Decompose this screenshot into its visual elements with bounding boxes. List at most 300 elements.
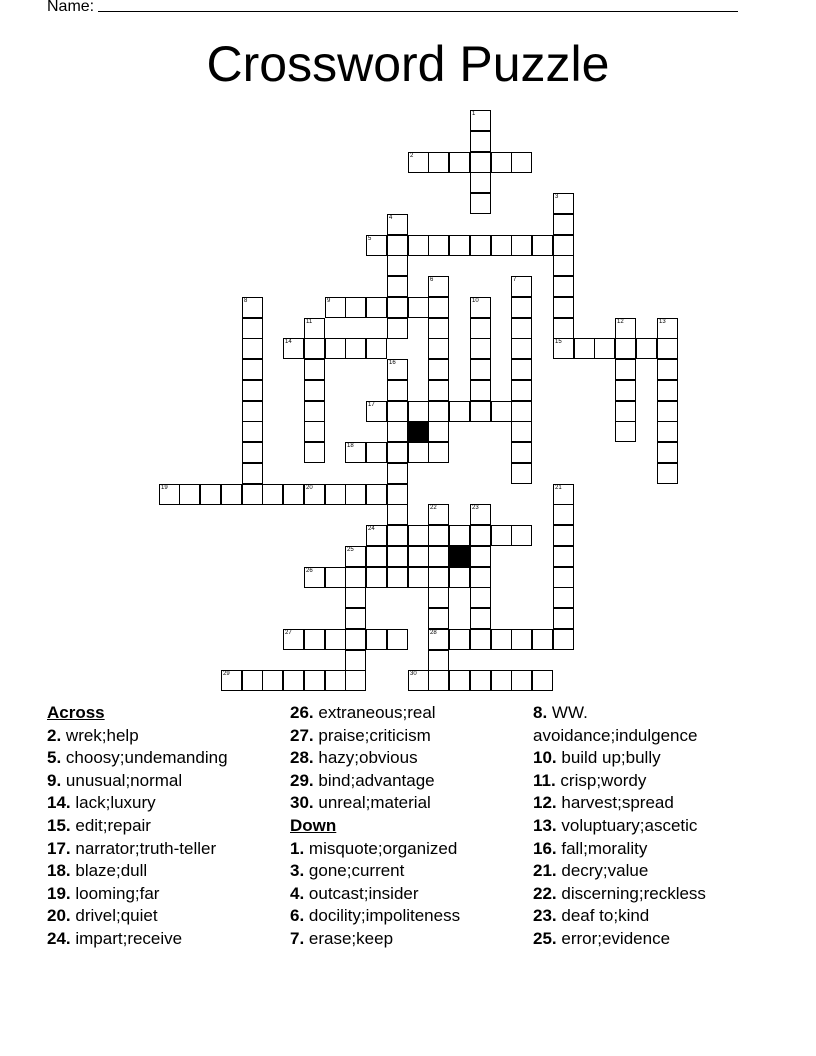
grid-cell[interactable]	[408, 567, 429, 588]
grid-cell[interactable]	[408, 152, 429, 173]
grid-cell[interactable]	[428, 276, 449, 297]
grid-cell[interactable]	[304, 484, 325, 505]
grid-cell[interactable]	[242, 463, 263, 484]
grid-cell[interactable]	[511, 276, 532, 297]
name-label: Name:	[47, 0, 95, 15]
clue-number: 5.	[47, 748, 62, 768]
clue-text: harvest;spread	[556, 793, 674, 813]
cell-number: 9	[327, 298, 331, 304]
grid-cell[interactable]	[657, 359, 678, 380]
grid-cell[interactable]	[470, 338, 491, 359]
cell-number: 23	[472, 505, 479, 511]
cell-number: 11	[306, 319, 313, 325]
grid-cell[interactable]	[553, 525, 574, 546]
grid-cell[interactable]	[449, 629, 470, 650]
grid-cell[interactable]	[366, 442, 387, 463]
grid-cell[interactable]	[428, 546, 449, 567]
grid-cell[interactable]	[366, 401, 387, 422]
grid-cell[interactable]	[428, 318, 449, 339]
grid-cell[interactable]	[470, 546, 491, 567]
grid-cell[interactable]	[283, 484, 304, 505]
grid-cell[interactable]	[387, 525, 408, 546]
grid-cell[interactable]	[449, 235, 470, 256]
clue	[290, 883, 460, 906]
clue-column-1	[47, 702, 228, 951]
clue	[290, 702, 460, 725]
grid-cell[interactable]	[387, 318, 408, 339]
grid-cell[interactable]	[428, 297, 449, 318]
clue-number: 26.	[290, 703, 314, 722]
grid-cell[interactable]	[325, 338, 346, 359]
grid-cell[interactable]	[408, 670, 429, 691]
grid-cell[interactable]	[553, 608, 574, 629]
grid-cell[interactable]	[221, 484, 242, 505]
page-title: Crossword Puzzle	[206, 36, 610, 92]
grid-cell[interactable]	[366, 484, 387, 505]
grid-cell[interactable]	[159, 484, 180, 505]
grid-cell[interactable]	[657, 338, 678, 359]
cell-number: 20	[306, 485, 313, 491]
clue-text: blaze;dull	[70, 861, 148, 881]
cell-number: 7	[513, 277, 517, 283]
grid-cell[interactable]	[428, 152, 449, 173]
clue	[47, 815, 228, 838]
grid-cell[interactable]	[491, 525, 512, 546]
clue-number: 6.	[290, 906, 305, 926]
clue	[290, 928, 460, 951]
grid-cell[interactable]	[242, 421, 263, 442]
clue-text: wrek;help	[61, 725, 139, 745]
grid-cell[interactable]	[470, 193, 491, 214]
clue-number: 27.	[290, 725, 314, 745]
grid-cell[interactable]	[345, 297, 366, 318]
grid-cell[interactable]	[408, 235, 429, 256]
blocked-cell	[449, 546, 470, 567]
grid-cell[interactable]	[615, 401, 636, 422]
grid-cell[interactable]	[262, 484, 283, 505]
grid-cell[interactable]	[470, 110, 491, 131]
grid-cell[interactable]	[511, 338, 532, 359]
cell-number: 19	[161, 485, 168, 491]
clue	[47, 860, 228, 883]
grid-cell[interactable]	[449, 152, 470, 173]
clue	[533, 702, 733, 747]
grid-cell[interactable]	[325, 484, 346, 505]
grid-cell[interactable]	[532, 670, 553, 691]
grid-cell[interactable]	[615, 318, 636, 339]
grid-cell[interactable]	[428, 442, 449, 463]
clue	[290, 747, 460, 770]
clue	[290, 792, 460, 815]
cell-number: 28	[430, 630, 437, 636]
grid-cell[interactable]	[470, 608, 491, 629]
grid-cell[interactable]	[304, 318, 325, 339]
clue	[47, 905, 228, 928]
grid-cell[interactable]	[283, 670, 304, 691]
grid-cell[interactable]	[242, 442, 263, 463]
grid-cell[interactable]	[657, 463, 678, 484]
grid-cell[interactable]	[470, 359, 491, 380]
clue-text: unreal;material	[313, 793, 431, 813]
clue	[533, 838, 733, 861]
grid-cell[interactable]	[657, 421, 678, 442]
grid-cell[interactable]	[511, 670, 532, 691]
grid-cell[interactable]	[657, 318, 678, 339]
grid-cell[interactable]	[366, 546, 387, 567]
clue	[47, 770, 228, 793]
grid-cell[interactable]	[387, 297, 408, 318]
grid-cell[interactable]	[511, 463, 532, 484]
grid-cell[interactable]	[387, 359, 408, 380]
grid-cell[interactable]	[594, 338, 615, 359]
cell-number: 18	[347, 443, 354, 449]
grid-cell[interactable]	[553, 484, 574, 505]
clue-number: 29.	[290, 770, 314, 790]
grid-cell[interactable]	[428, 650, 449, 671]
grid-cell[interactable]	[428, 380, 449, 401]
grid-cell[interactable]	[366, 525, 387, 546]
grid-cell[interactable]	[179, 484, 200, 505]
clue-text: WW. avoidance;indulgence	[533, 703, 698, 745]
grid-cell[interactable]	[511, 380, 532, 401]
clue-number: 17.	[47, 838, 71, 858]
clue	[290, 905, 460, 928]
grid-cell[interactable]	[511, 235, 532, 256]
grid-cell[interactable]	[470, 297, 491, 318]
clue-number: 11.	[533, 770, 556, 790]
grid-cell[interactable]	[304, 338, 325, 359]
clue	[290, 725, 460, 748]
grid-cell[interactable]	[428, 629, 449, 650]
grid-cell[interactable]	[470, 235, 491, 256]
grid-cell[interactable]	[657, 442, 678, 463]
clue-text: bind;advantage	[313, 770, 435, 790]
grid-cell[interactable]	[553, 214, 574, 235]
cell-number: 29	[223, 671, 230, 677]
grid-cell[interactable]	[345, 650, 366, 671]
grid-cell[interactable]	[408, 546, 429, 567]
grid-cell[interactable]	[304, 401, 325, 422]
grid-cell[interactable]	[511, 421, 532, 442]
grid-cell[interactable]	[491, 235, 512, 256]
clue-heading-down: Down	[290, 815, 337, 835]
grid-cell[interactable]	[470, 318, 491, 339]
grid-cell[interactable]	[553, 235, 574, 256]
cell-number: 16	[389, 360, 396, 366]
grid-cell[interactable]	[511, 401, 532, 422]
grid-cell[interactable]	[511, 318, 532, 339]
grid-cell[interactable]	[387, 214, 408, 235]
clue-text: gone;current	[304, 861, 405, 881]
grid-cell[interactable]	[366, 235, 387, 256]
clue-text: edit;repair	[70, 815, 151, 835]
grid-cell[interactable]	[449, 567, 470, 588]
grid-cell[interactable]	[553, 255, 574, 276]
grid-cell[interactable]	[470, 525, 491, 546]
clue	[290, 860, 460, 883]
clue	[533, 770, 733, 793]
grid-cell[interactable]	[553, 504, 574, 525]
grid-cell[interactable]	[304, 380, 325, 401]
clue-text: outcast;insider	[304, 883, 419, 903]
grid-cell[interactable]	[553, 567, 574, 588]
grid-cell[interactable]	[511, 359, 532, 380]
clue-text: fall;morality	[556, 838, 648, 858]
grid-cell[interactable]	[387, 235, 408, 256]
grid-cell[interactable]	[345, 484, 366, 505]
grid-cell[interactable]	[408, 442, 429, 463]
clue-number: 4.	[290, 883, 305, 903]
grid-cell[interactable]	[470, 629, 491, 650]
clue	[533, 860, 733, 883]
grid-cell[interactable]	[304, 442, 325, 463]
grid-cell[interactable]	[553, 629, 574, 650]
grid-cell[interactable]	[615, 421, 636, 442]
clue-text: deaf to;kind	[556, 906, 650, 926]
cell-number: 5	[368, 236, 372, 242]
clue-number: 12.	[533, 793, 557, 813]
grid-cell[interactable]	[304, 421, 325, 442]
grid-cell[interactable]	[345, 608, 366, 629]
grid-cell[interactable]	[491, 401, 512, 422]
grid-cell[interactable]	[366, 297, 387, 318]
clue-text: crisp;wordy	[555, 770, 647, 790]
grid-cell[interactable]	[366, 567, 387, 588]
clue-column-2	[290, 702, 460, 951]
grid-cell[interactable]	[511, 629, 532, 650]
grid-cell[interactable]	[345, 546, 366, 567]
grid-cell[interactable]	[242, 297, 263, 318]
grid-cell[interactable]	[491, 670, 512, 691]
grid-cell[interactable]	[387, 401, 408, 422]
grid-cell[interactable]	[325, 670, 346, 691]
grid-cell[interactable]	[428, 235, 449, 256]
grid-cell[interactable]	[449, 525, 470, 546]
grid-cell[interactable]	[428, 359, 449, 380]
grid-cell[interactable]	[615, 359, 636, 380]
grid-cell[interactable]	[615, 338, 636, 359]
grid-cell[interactable]	[532, 235, 553, 256]
grid-cell[interactable]	[387, 380, 408, 401]
clue-heading-across: Across	[47, 703, 105, 722]
grid-cell[interactable]	[345, 587, 366, 608]
grid-cell[interactable]	[387, 484, 408, 505]
grid-cell[interactable]	[470, 504, 491, 525]
grid-cell[interactable]	[428, 504, 449, 525]
clue	[290, 770, 460, 793]
clue-text: choosy;undemanding	[61, 748, 228, 768]
grid-cell[interactable]	[242, 338, 263, 359]
grid-cell[interactable]	[428, 338, 449, 359]
grid-cell[interactable]	[470, 670, 491, 691]
blocked-cell	[408, 421, 429, 442]
grid-cell[interactable]	[345, 442, 366, 463]
grid-cell[interactable]	[449, 670, 470, 691]
grid-cell[interactable]	[408, 525, 429, 546]
clue-number: 22.	[533, 883, 557, 903]
grid-cell[interactable]	[387, 255, 408, 276]
grid-cell[interactable]	[428, 525, 449, 546]
grid-cell[interactable]	[553, 587, 574, 608]
clue	[47, 747, 228, 770]
grid-cell[interactable]	[553, 546, 574, 567]
clue-column-3	[533, 702, 733, 951]
clue-text: lack;luxury	[70, 793, 156, 813]
grid-cell[interactable]	[200, 484, 221, 505]
grid-cell[interactable]	[366, 629, 387, 650]
grid-cell[interactable]	[304, 567, 325, 588]
grid-cell[interactable]	[511, 525, 532, 546]
grid-cell[interactable]	[553, 193, 574, 214]
grid-cell[interactable]	[553, 338, 574, 359]
clue-number: 2.	[47, 725, 62, 745]
grid-cell[interactable]	[242, 380, 263, 401]
clue-text: erase;keep	[304, 928, 394, 948]
clue	[47, 792, 228, 815]
cell-number: 30	[410, 671, 417, 677]
grid-cell[interactable]	[511, 442, 532, 463]
cell-number: 4	[389, 215, 393, 221]
grid-cell[interactable]	[387, 276, 408, 297]
grid-cell[interactable]	[242, 484, 263, 505]
grid-cell[interactable]	[345, 670, 366, 691]
clue-number: 1.	[290, 838, 305, 858]
clue-number: 25.	[533, 928, 557, 948]
clue-text: build up;bully	[556, 748, 661, 768]
clue-number: 19.	[47, 883, 71, 903]
clue	[290, 838, 460, 861]
clue-number: 15.	[47, 815, 71, 835]
cell-number: 24	[368, 526, 375, 532]
grid-cell[interactable]	[242, 318, 263, 339]
cell-number: 21	[555, 485, 562, 491]
grid-cell[interactable]	[470, 152, 491, 173]
clue	[533, 928, 733, 951]
clue-number: 20.	[47, 906, 71, 926]
clue-number: 14.	[47, 793, 71, 813]
cell-number: 3	[555, 194, 559, 200]
grid-cell[interactable]	[428, 670, 449, 691]
grid-cell[interactable]	[470, 131, 491, 152]
grid-cell[interactable]	[532, 629, 553, 650]
clue-text: hazy;obvious	[313, 748, 418, 768]
grid-cell[interactable]	[325, 567, 346, 588]
clue	[533, 905, 733, 928]
grid-cell[interactable]	[242, 401, 263, 422]
grid-cell[interactable]	[366, 338, 387, 359]
grid-cell[interactable]	[304, 359, 325, 380]
grid-cell[interactable]	[387, 421, 408, 442]
clue-text: error;evidence	[556, 928, 671, 948]
clue-text: praise;criticism	[313, 725, 431, 745]
clue	[47, 725, 228, 748]
clue-number: 10.	[533, 748, 557, 768]
grid-cell[interactable]	[428, 401, 449, 422]
clue-number: 16.	[533, 838, 557, 858]
cell-number: 12	[617, 319, 624, 325]
grid-cell[interactable]	[262, 670, 283, 691]
clue-number: 18.	[47, 861, 71, 881]
grid-cell[interactable]	[428, 608, 449, 629]
grid-cell[interactable]	[325, 297, 346, 318]
cell-number: 1	[472, 111, 476, 117]
cell-number: 25	[347, 547, 354, 553]
cell-number: 17	[368, 402, 375, 408]
grid-cell[interactable]	[553, 297, 574, 318]
grid-cell[interactable]	[491, 152, 512, 173]
grid-cell[interactable]	[657, 380, 678, 401]
clue	[47, 928, 228, 951]
grid-cell[interactable]	[387, 463, 408, 484]
grid-cell[interactable]	[574, 338, 595, 359]
grid-cell[interactable]	[470, 172, 491, 193]
grid-cell[interactable]	[345, 629, 366, 650]
clue-number: 3.	[290, 861, 305, 881]
cell-number: 27	[285, 630, 292, 636]
grid-cell[interactable]	[491, 629, 512, 650]
grid-cell[interactable]	[615, 380, 636, 401]
grid-cell[interactable]	[428, 421, 449, 442]
cell-number: 10	[472, 298, 479, 304]
grid-cell[interactable]	[470, 587, 491, 608]
grid-cell[interactable]	[657, 401, 678, 422]
grid-cell[interactable]	[449, 401, 470, 422]
clue-text: decry;value	[556, 861, 649, 881]
grid-cell[interactable]	[470, 567, 491, 588]
cell-number: 26	[306, 568, 313, 574]
grid-cell[interactable]	[325, 629, 346, 650]
grid-cell[interactable]	[387, 567, 408, 588]
clue-number: 23.	[533, 906, 557, 926]
grid-cell[interactable]	[387, 629, 408, 650]
grid-cell[interactable]	[428, 567, 449, 588]
grid-cell[interactable]	[283, 629, 304, 650]
clue-number: 9.	[47, 770, 62, 790]
grid-cell[interactable]	[283, 338, 304, 359]
grid-cell[interactable]	[511, 297, 532, 318]
cell-number: 15	[555, 339, 562, 345]
clue	[47, 838, 228, 861]
clue-text: narrator;truth-teller	[70, 838, 217, 858]
grid-cell[interactable]	[428, 587, 449, 608]
grid-cell[interactable]	[387, 442, 408, 463]
clue-number: 13.	[533, 815, 557, 835]
clue-text: extraneous;real	[313, 703, 436, 722]
grid-cell[interactable]	[242, 670, 263, 691]
grid-cell[interactable]	[304, 629, 325, 650]
grid-cell[interactable]	[553, 276, 574, 297]
grid-cell[interactable]	[387, 546, 408, 567]
cell-number: 6	[430, 277, 434, 283]
grid-cell[interactable]	[470, 380, 491, 401]
grid-cell[interactable]	[242, 359, 263, 380]
grid-cell[interactable]	[345, 567, 366, 588]
grid-cell[interactable]	[636, 338, 657, 359]
grid-cell[interactable]	[304, 670, 325, 691]
cell-number: 22	[430, 505, 437, 511]
grid-cell[interactable]	[553, 318, 574, 339]
grid-cell[interactable]	[221, 670, 242, 691]
grid-cell[interactable]	[408, 297, 429, 318]
grid-cell[interactable]	[408, 401, 429, 422]
cell-number: 14	[285, 339, 292, 345]
grid-cell[interactable]	[470, 401, 491, 422]
grid-cell[interactable]	[387, 504, 408, 525]
clue-text: docility;impoliteness	[304, 906, 461, 926]
grid-cell[interactable]	[345, 338, 366, 359]
grid-cell[interactable]	[511, 152, 532, 173]
cell-number: 2	[410, 153, 414, 159]
